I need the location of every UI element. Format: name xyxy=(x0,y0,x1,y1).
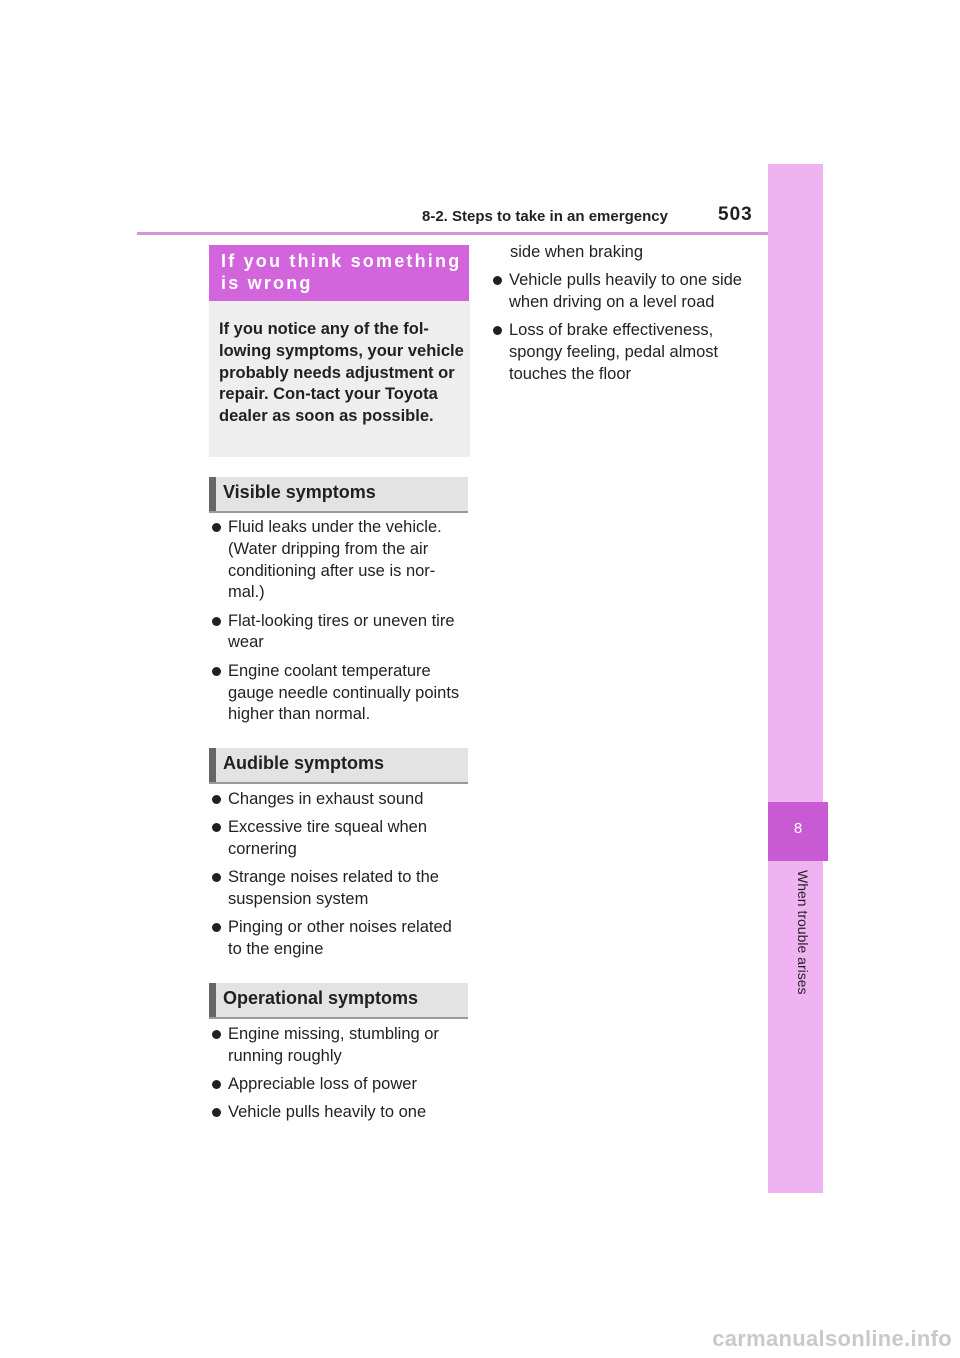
banner-title: If you think something is wrong xyxy=(221,251,462,293)
section-title: 8-2. Steps to take in an emergency xyxy=(422,208,668,225)
chapter-number: 8 xyxy=(793,820,803,837)
operational-symptoms-heading xyxy=(209,983,468,1019)
list-item xyxy=(210,1074,460,1096)
list-item-text: Appreciable loss of power xyxy=(228,1075,417,1094)
visible-symptoms-list xyxy=(210,517,460,733)
visible-heading-text: Visible symptoms xyxy=(223,482,376,502)
bullet-icon xyxy=(493,276,502,285)
visible-symptoms-heading xyxy=(209,477,468,513)
list-item xyxy=(210,867,460,911)
list-item xyxy=(210,661,460,726)
bullet-icon xyxy=(212,1030,221,1039)
bullet-icon xyxy=(212,873,221,882)
list-item xyxy=(210,517,460,604)
continued-list-text: side when braking xyxy=(510,243,643,261)
list-item xyxy=(210,817,460,861)
list-item-text: Changes in exhaust sound xyxy=(228,790,424,808)
intro-text: If you notice any of the fol-lowing symptoms, your vehicle probably needs adjustment or repair. Con-tact your Toyota dealer as soon as possible. xyxy=(219,320,464,426)
list-item-text: Excessive tire squeal when cornering xyxy=(228,818,428,859)
bullet-icon xyxy=(212,795,221,804)
bullet-icon xyxy=(212,617,221,626)
list-item-text: Flat-looking tires or uneven tire wear xyxy=(228,611,455,652)
list-item xyxy=(210,1102,460,1124)
chapter-title: When trouble arises xyxy=(795,870,811,995)
chapter-tab[interactable] xyxy=(768,802,828,861)
list-item-text: Engine missing, stumbling or running roughly xyxy=(228,1025,439,1065)
list-item-text: Loss of brake effectiveness, spongy feeling, pedal almost touches the floor xyxy=(509,321,719,383)
bullet-icon xyxy=(493,326,502,335)
list-item-text: Pinging or other noises related to the engine xyxy=(228,918,452,959)
bullet-icon xyxy=(212,667,221,676)
list-item xyxy=(210,1024,460,1068)
list-item-text: Engine coolant temperature gauge needle continually points higher than normal. xyxy=(228,661,460,724)
list-item-text: Strange noises related to the suspension system xyxy=(228,868,439,909)
operational-symptoms-list xyxy=(210,1024,460,1131)
list-item-text: Fluid leaks under the vehicle. (Water dripping from the air conditioning after use is nor-mal.) xyxy=(228,518,442,602)
audible-symptoms-list xyxy=(210,789,460,968)
bullet-icon xyxy=(212,923,221,932)
watermark-text: carmanualsonline.info xyxy=(712,1326,952,1351)
list-item xyxy=(210,917,460,961)
list-item xyxy=(491,320,751,385)
chapter-side-strip xyxy=(768,164,823,1193)
bullet-icon xyxy=(212,523,221,532)
list-item xyxy=(210,789,460,811)
list-item xyxy=(210,611,460,655)
list-item-text: Vehicle pulls heavily to one xyxy=(228,1103,427,1122)
list-item-text: Vehicle pulls heavily to one side when driving on a level road xyxy=(509,271,742,311)
bullet-icon xyxy=(212,823,221,832)
bullet-icon xyxy=(212,1080,221,1089)
header-divider xyxy=(137,232,768,235)
list-item xyxy=(491,270,751,314)
operational-symptoms-list-continued xyxy=(491,270,751,392)
page-number: 503 xyxy=(718,204,753,225)
bullet-icon xyxy=(212,1108,221,1117)
main-banner xyxy=(209,245,469,301)
operational-heading-text: Operational symptoms xyxy=(223,988,419,1008)
audible-symptoms-heading xyxy=(209,748,468,784)
intro-box xyxy=(209,301,470,457)
audible-heading-text: Audible symptoms xyxy=(223,753,385,773)
